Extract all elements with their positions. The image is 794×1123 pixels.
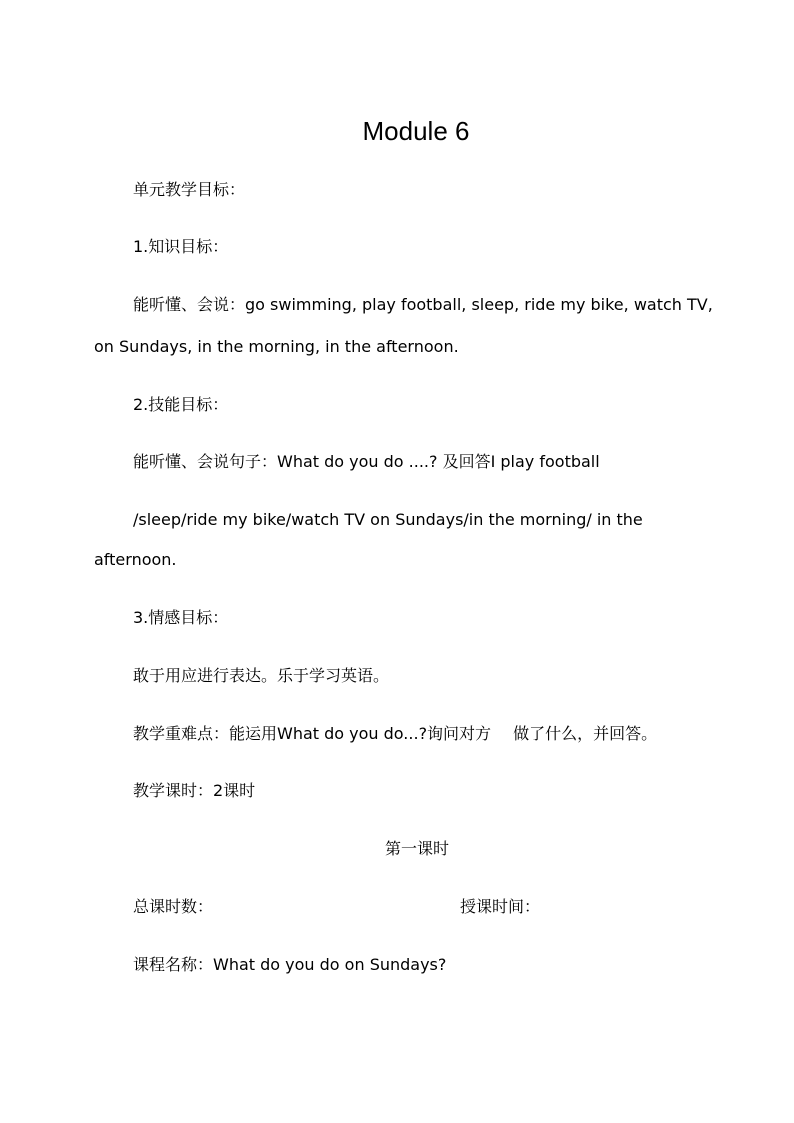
knowledge-goal-line-2: on Sundays, in the morning, in the afternoon. [94,337,459,356]
skill-goal-heading: 2.技能目标： [133,395,229,414]
skill-goal-line-3: afternoon. [94,550,177,569]
lesson-heading: 第一课时 [384,839,449,858]
emotion-goal-line: 敢于用应进行表达。乐于学习英语。 [133,666,390,685]
teaching-time-label: 授课时间： [460,897,541,916]
knowledge-goal-heading: 1.知识目标： [133,237,229,256]
lesson-name: 课程名称：What do you do on Sundays? [133,955,447,974]
document-title: Module 6 [362,116,470,146]
key-points-line [133,723,657,745]
knowledge-goal-line-1: 能听懂、会说：go swimming, play football, sleep, ride my bike, watch TV, [133,295,713,314]
unit-goals-heading: 单元教学目标： [133,180,246,199]
skill-goal-line-2: /sleep/ride my bike/watch TV on Sundays/in the morning/ in the [133,510,643,529]
emotion-goal-heading: 3.情感目标： [133,608,229,627]
key-points-text-a: 教学重难点：能运用What do you do...?询问对方 [133,724,492,743]
teaching-periods: 教学课时：2课时 [133,781,256,800]
total-periods-label: 总课时数： [133,897,214,916]
key-points-text-b: 做了什么，并回答。 [513,724,658,743]
skill-goal-line-1: 能听懂、会说句子：What do you do ....? 及回答I play football [133,452,600,471]
